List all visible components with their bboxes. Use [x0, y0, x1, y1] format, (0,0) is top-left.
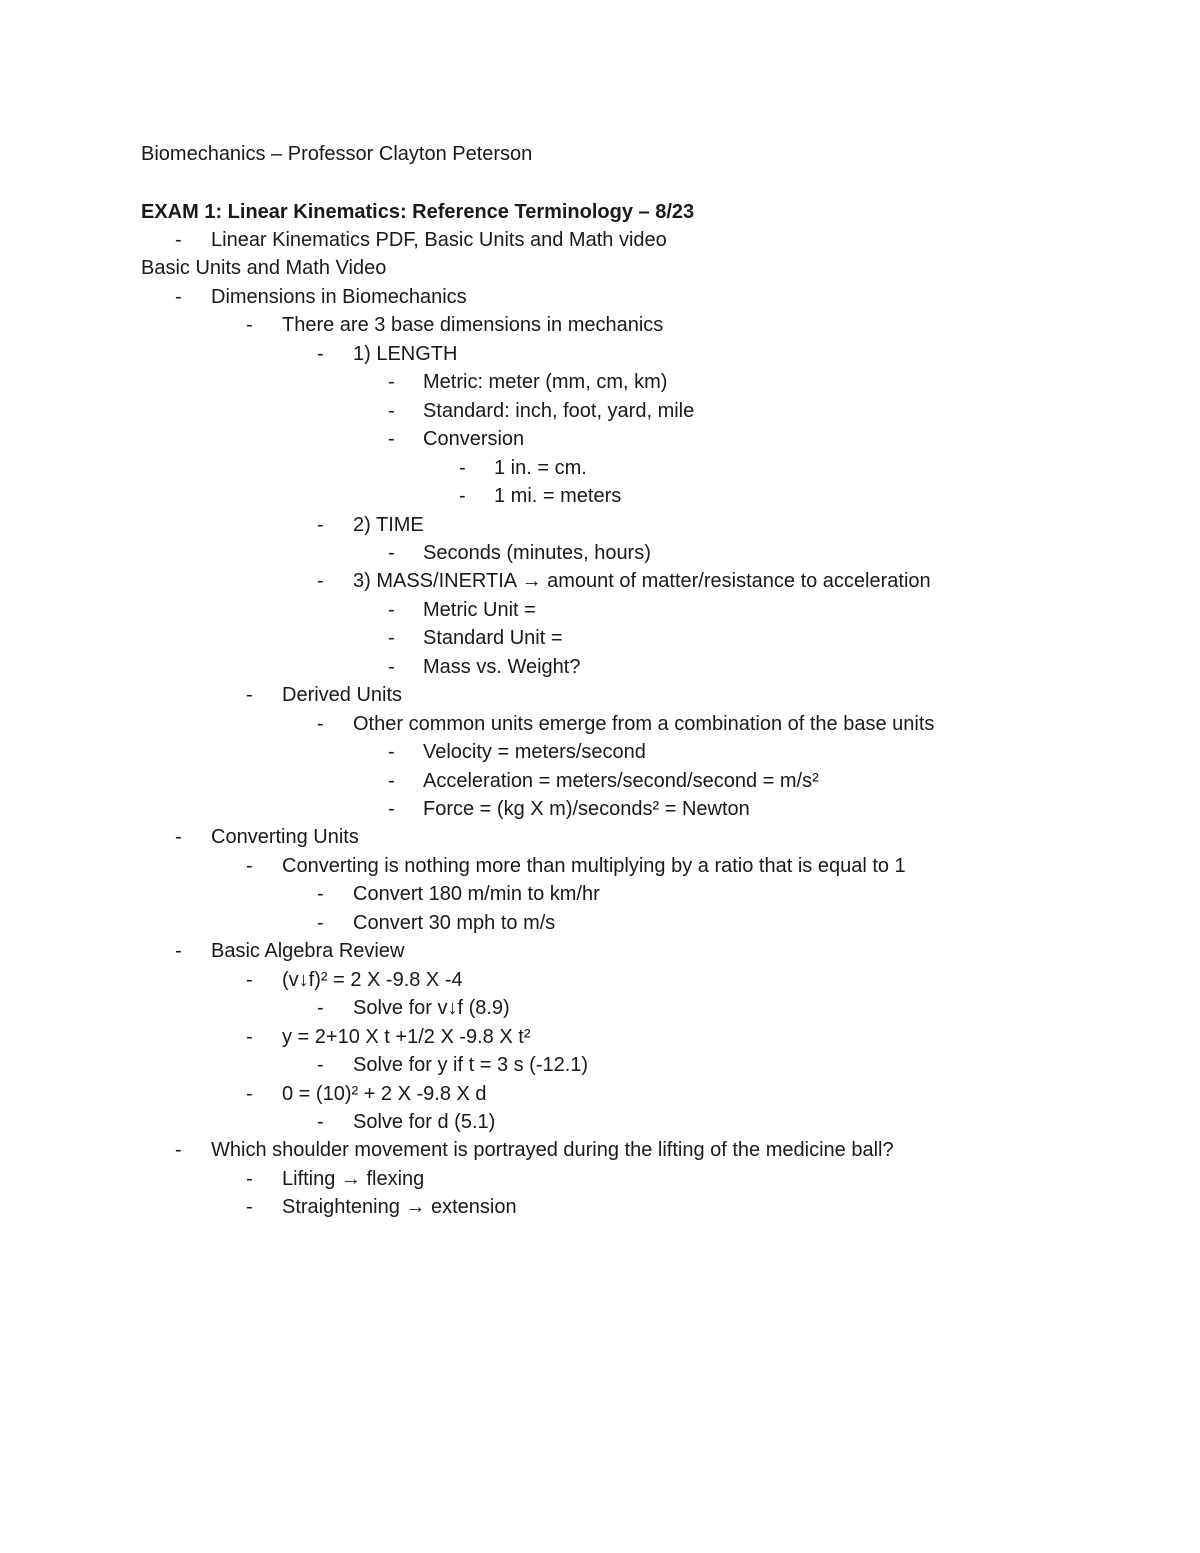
outline-item [0, 598, 1200, 622]
outline-item-text: Basic Algebra Review [211, 940, 405, 962]
outline-item-text: Solve for d (5.1) [353, 1111, 496, 1133]
outline-item [0, 1167, 1200, 1191]
outline-item-text: Metric Unit = [423, 599, 536, 621]
section-heading: Basic Units and Math Video [141, 257, 387, 279]
bullet-dash: - [317, 343, 324, 365]
outline-item [0, 1025, 1200, 1049]
bullet-dash: - [246, 1026, 253, 1048]
outline-item [0, 1138, 1200, 1162]
outline-item [0, 968, 1200, 992]
outline-item-text: Converting Units [211, 826, 359, 848]
outline-item [0, 569, 1200, 593]
bullet-dash: - [388, 656, 395, 678]
document-header: Biomechanics – Professor Clayton Peterson [141, 143, 533, 165]
outline-item [0, 285, 1200, 309]
outline-item [0, 740, 1200, 764]
bullet-dash: - [388, 770, 395, 792]
outline-item [0, 1195, 1200, 1219]
bullet-dash: - [388, 542, 395, 564]
outline-item-text: Standard Unit = [423, 627, 563, 649]
bullet-dash: - [175, 286, 182, 308]
outline-item [0, 342, 1200, 366]
bullet-dash: - [175, 826, 182, 848]
bullet-dash: - [246, 1196, 253, 1218]
outline-item [0, 256, 1200, 280]
bullet-dash: - [175, 1139, 182, 1161]
outline-item [0, 313, 1200, 337]
outline-item-text: Acceleration = meters/second/second = m/s² [423, 770, 819, 792]
outline-item [0, 996, 1200, 1020]
bullet-dash: - [246, 855, 253, 877]
outline-item-text: 1 in. = cm. [494, 457, 587, 479]
outline-item-text: Lifting → flexing [282, 1168, 425, 1190]
outline-item-text: 0 = (10)² + 2 X -9.8 X d [282, 1083, 487, 1105]
outline-item [0, 484, 1200, 508]
outline-item-text: Force = (kg X m)/seconds² = Newton [423, 798, 750, 820]
outline-item [0, 626, 1200, 650]
bullet-dash: - [317, 1111, 324, 1133]
outline-item-text: Standard: inch, foot, yard, mile [423, 400, 695, 422]
outline-item-text: Convert 180 m/min to km/hr [353, 883, 600, 905]
outline-item [0, 513, 1200, 537]
bullet-dash: - [317, 570, 324, 592]
bullet-dash: - [459, 485, 466, 507]
outline-item-text: Dimensions in Biomechanics [211, 286, 467, 308]
outline-item-text: Other common units emerge from a combination of the base units [353, 713, 935, 735]
outline-item-text: 1) LENGTH [353, 343, 458, 365]
bullet-dash: - [317, 912, 324, 934]
outline-item-text: Straightening → extension [282, 1196, 517, 1218]
outline-item-text: Solve for v↓f (8.9) [353, 997, 510, 1019]
outline-item [0, 882, 1200, 906]
outline-item [0, 1110, 1200, 1134]
outline-item-text: Conversion [423, 428, 525, 450]
outline-item-text: Velocity = meters/second [423, 741, 646, 763]
bullet-dash: - [388, 627, 395, 649]
outline-item [0, 541, 1200, 565]
outline-item-text: There are 3 base dimensions in mechanics [282, 314, 664, 336]
bullet-dash: - [459, 457, 466, 479]
bullet-dash: - [388, 371, 395, 393]
bullet-dash: - [246, 314, 253, 336]
bullet-dash: - [388, 741, 395, 763]
outline-item-text: y = 2+10 X t +1/2 X -9.8 X t² [282, 1026, 531, 1048]
outline-item [0, 456, 1200, 480]
outline-item-text: 3) MASS/INERTIA → amount of matter/resistance to acceleration [353, 570, 931, 592]
outline-item [0, 655, 1200, 679]
outline-item-text: Convert 30 mph to m/s [353, 912, 556, 934]
outline-item-text: 2) TIME [353, 514, 424, 536]
outline-item-text: Metric: meter (mm, cm, km) [423, 371, 668, 393]
outline-item [0, 825, 1200, 849]
outline-item-text: Mass vs. Weight? [423, 656, 581, 678]
outline-item [0, 854, 1200, 878]
outline-item-text: Derived Units [282, 684, 403, 706]
outline-item [0, 228, 1200, 252]
exam-title: EXAM 1: Linear Kinematics: Reference Terminology – 8/23 [141, 201, 695, 223]
bullet-dash: - [317, 997, 324, 1019]
outline-item-text: Solve for y if t = 3 s (-12.1) [353, 1054, 589, 1076]
bullet-dash: - [388, 798, 395, 820]
bullet-dash: - [388, 428, 395, 450]
bullet-dash: - [388, 400, 395, 422]
bullet-dash: - [175, 229, 182, 251]
outline-item-text: Linear Kinematics PDF, Basic Units and Math video [211, 229, 667, 251]
outline-item-text: Seconds (minutes, hours) [423, 542, 651, 564]
outline-item [0, 939, 1200, 963]
bullet-dash: - [246, 969, 253, 991]
bullet-dash: - [317, 883, 324, 905]
outline-item [0, 797, 1200, 821]
bullet-dash: - [317, 713, 324, 735]
bullet-dash: - [317, 514, 324, 536]
bullet-dash: - [246, 1168, 253, 1190]
outline-item-text: 1 mi. = meters [494, 485, 622, 507]
outline-item [0, 370, 1200, 394]
outline-item [0, 427, 1200, 451]
bullet-dash: - [246, 1083, 253, 1105]
outline-item-text: Converting is nothing more than multiplying by a ratio that is equal to 1 [282, 855, 906, 877]
outline-item [0, 1053, 1200, 1077]
bullet-dash: - [175, 940, 182, 962]
outline-item [0, 683, 1200, 707]
outline-item [0, 769, 1200, 793]
bullet-dash: - [246, 684, 253, 706]
outline-item [0, 911, 1200, 935]
outline-item [0, 399, 1200, 423]
bullet-dash: - [388, 599, 395, 621]
outline-item-text: Which shoulder movement is portrayed during the lifting of the medicine ball? [211, 1139, 894, 1161]
outline-item [0, 712, 1200, 736]
outline-item-text: (v↓f)² = 2 X -9.8 X -4 [282, 969, 463, 991]
bullet-dash: - [317, 1054, 324, 1076]
outline-item [0, 1082, 1200, 1106]
